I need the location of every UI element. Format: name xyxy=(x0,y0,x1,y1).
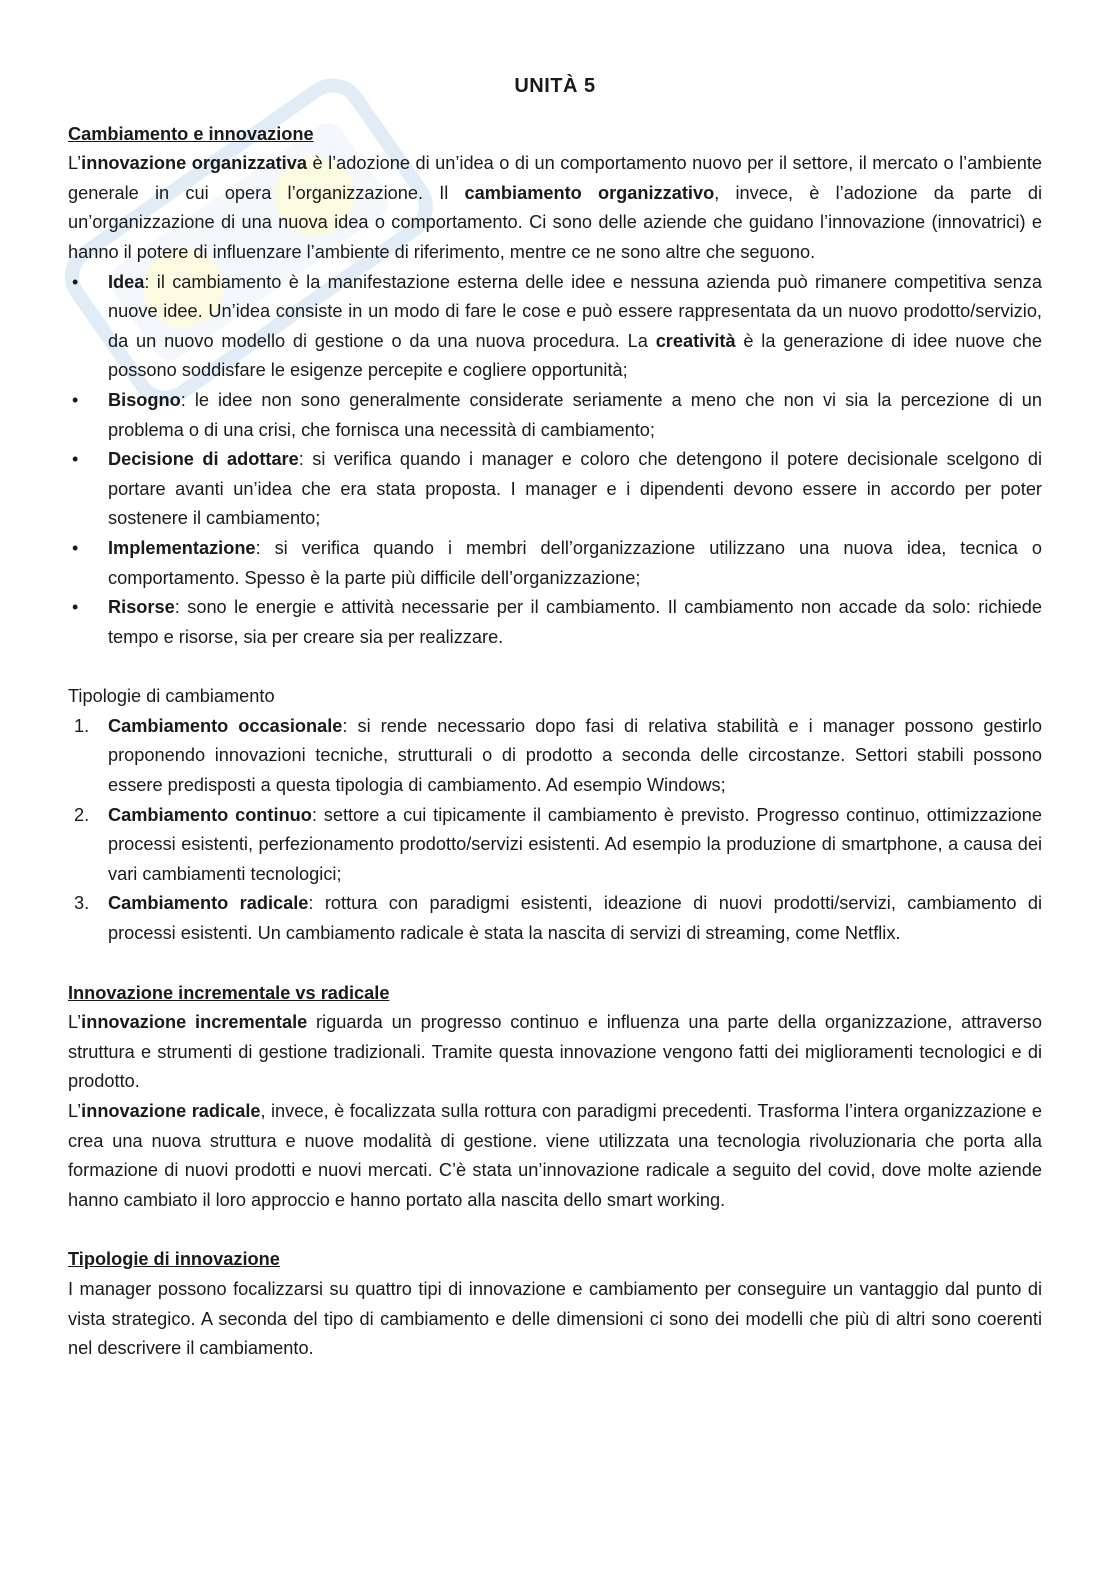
numbered-item xyxy=(68,712,1042,801)
bullet-list xyxy=(68,268,1042,653)
item-number: 2. xyxy=(74,804,90,825)
bullet-item-decisione: • Decisione di adottare: si verifica quando i manager e coloro che detengono il potere decisionale scelgono di portare avanti un’idea che era stata proposta. I manager e i dipendenti devono essere in accordo per poter sostenere il cambiamento; xyxy=(68,445,1042,534)
bullet-item-bisogno: • Bisogno: le idee non sono generalmente considerate seriamente a meno che non vi sia la percezione di un problema o di una crisi, che fornisca una necessità di cambiamento; xyxy=(68,386,1042,445)
item-text: Cambiamento occasionale: si rende necessario dopo fasi di relativa stabilità e i manager possono gestirlo proponendo innovazioni tecniche, strutturali o di prodotto a seconda delle circostanze. Settori stabili possono essere predisposti a questa tipologia di cambiamento. Ad esempio Windows; xyxy=(108,715,1042,796)
section-heading-tipologie-innovazione: Tipologie di innovazione xyxy=(68,1249,280,1270)
paragraph-incrementale: L’innovazione incrementale riguarda un progresso continuo e influenza una parte della organizzazione, attraverso struttura e strumenti di gestione tradizionali. Tramite questa innovazione vengono fatti dei miglioramenti tecnologici e di prodotto. xyxy=(68,1012,1042,1092)
paragraph-radicale: L’innovazione radicale, invece, è focalizzata sulla rottura con paradigmi precedenti. Trasforma l’intera organizzazione e crea una nuova struttura e nuove modalità di gestione. viene utilizzata una tecnologia rivoluzionaria che porta alla formazione di nuovi prodotti e nuovi mercati. C’è stata un’innovazione radicale a seguito del covid, dove molte aziende hanno cambiato il loro approccio e hanno portato alla nascita dello smart working. xyxy=(68,1101,1042,1210)
numbered-list xyxy=(68,712,1042,949)
item-number: 1. xyxy=(74,715,90,736)
numbered-item xyxy=(68,889,1042,948)
paragraph-tipologie-innovazione: I manager possono focalizzarsi su quattro tipi di innovazione e cambiamento per conseguire un vantaggio dal punto di vista strategico. A seconda del tipo di cambiamento e delle dimensioni ci sono dei modelli che più di altri sono coerenti nel descrivere il cambiamento. xyxy=(68,1278,1042,1359)
page-title: UNITÀ 5 xyxy=(514,75,596,97)
item-number: 3. xyxy=(74,893,90,914)
numbered-item xyxy=(68,801,1042,890)
section-heading-cambiamento: Cambiamento e innovazione xyxy=(68,123,314,144)
bullet-item-idea: • Idea: il cambiamento è la manifestazione esterna delle idee e nessuna azienda può rimanere competitiva senza nuove idee. Un’idea consiste in un modo di fare le cose e può essere rappresentata da un nuovo prodotto/servizio, da un nuovo modello di gestione o da una nuova procedura. La creatività è la generazione di idee nuove che possono soddisfare le esigenze percepite e cogliere opportunità; xyxy=(68,268,1042,386)
bullet-item-implementazione: • Implementazione: si verifica quando i membri dell’organizzazione utilizzano una nuova idea, tecnica o comportamento. Spesso è la parte più difficile dell’organizzazione; xyxy=(68,534,1042,593)
item-text: Cambiamento radicale: rottura con paradigmi esistenti, ideazione di nuovi prodotti/servizi, cambiamento di processi esistenti. Un cambiamento radicale è stata la nascita di servizi di streaming, come Netflix. xyxy=(108,893,1042,944)
intro-paragraph: L’innovazione organizzativa è l’adozione di un’idea o di un comportamento nuovo per il settore, il mercato o l’ambiente generale in cui opera l’organizzazione. Il cambiamento organizzativo, invece, è l’adozione da parte di un’organizzazione di una nuova idea o comportamento. Ci sono delle aziende che guidano l’innovazione (innovatrici) e hanno il potere di influenzare l’ambiente di riferimento, mentre ce ne sono altre che seguono. xyxy=(68,153,1042,262)
document-content xyxy=(68,60,1042,1364)
section-heading-incrementale-radicale: Innovazione incrementale vs radicale xyxy=(68,982,390,1003)
subtitle-tipologie-cambiamento: Tipologie di cambiamento xyxy=(68,686,275,707)
bullet-item-risorse: • Risorse: sono le energie e attività necessarie per il cambiamento. Il cambiamento non accade da solo: richiede tempo e risorse, sia per creare sia per realizzare. xyxy=(68,593,1042,652)
item-text: Cambiamento continuo: settore a cui tipicamente il cambiamento è previsto. Progresso continuo, ottimizzazione processi esistenti, perfezionamento prodotto/servizi esistenti. Ad esempio la produzione di smartphone, a causa dei vari cambiamenti tecnologici; xyxy=(108,804,1042,884)
